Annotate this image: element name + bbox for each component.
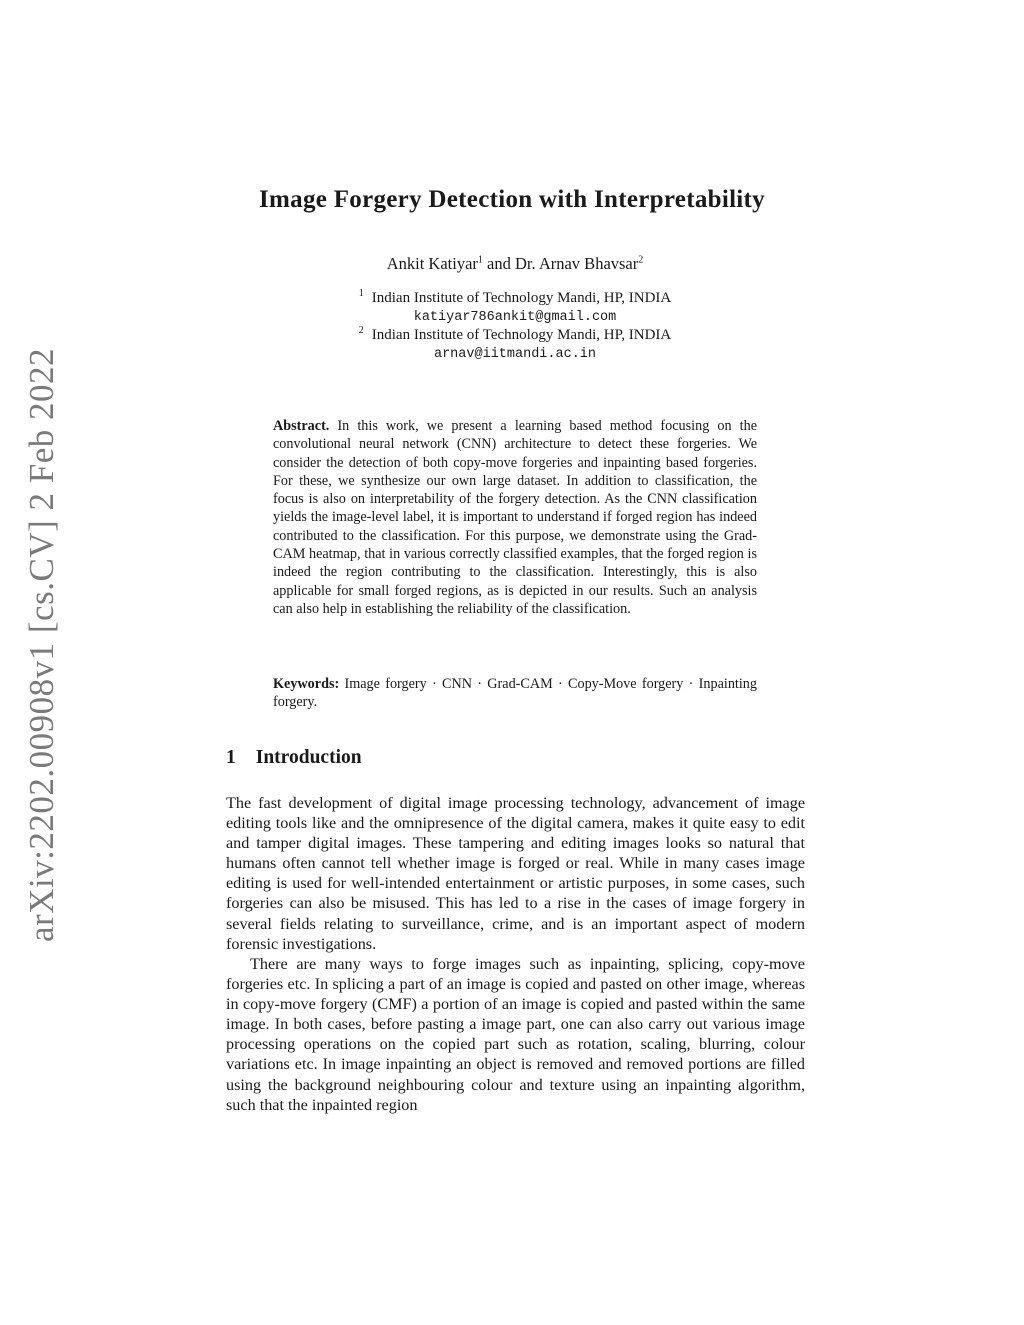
paper-title: Image Forgery Detection with Interpretability [259,186,765,213]
affiliation-line [0,327,1024,344]
affiliation-mark: 1 [477,254,483,266]
affiliation-institution: Indian Institute of Technology Mandi, HP, INDIA [371,290,672,306]
author-email: katiyar786ankit@gmail.com [413,310,617,325]
section-number: 1 [226,747,236,768]
body-paragraph: There are many ways to forge images such as inpainting, splicing, copy-move forgeries etc. In splicing a part of an image is copied and pasted on other image, whereas in copy-move forgery (CMF) a portion of an image is copied and pasted within the same image. In both cases, before pasting a image part, one can also carry out various image processing operations on the copied part such as rotation, scaling, blurring, colour variations etc. In image inpainting an object is removed and removed portions are filled using the background neighbouring colour and texture using an inpainting algorithm, such that the inpainted region [226,955,805,1114]
affiliation-line [0,290,1024,307]
affiliation-mark: 2 [358,325,364,336]
affiliation-institution: Indian Institute of Technology Mandi, HP, INDIA [371,327,672,343]
arxiv-identifier-stamp: arXiv:2202.00908v1 [cs.CV] 2 Feb 2022 [22,347,61,943]
abstract-text: In this work, we present a learning based method focusing on the convolutional neural network (CNN) architecture to detect these forgeries. We consider the detection of both copy-move forgeries and inpainting based forgeries. For these, we synthesize our own large dataset. In addition to classification, the focus is also on interpretability of the forgery detection. As the CNN classification yields the image-level label, it is important to understand if forged region has indeed contributed to the classification. For this purpose, we demonstrate using the Grad-CAM heatmap, that in various correctly classified examples, that the forged region is indeed the region contributing to the classification. Interestingly, this is also applicable for small forged regions, as is depicted in our results. Such an analysis can also help in establishing the reliability of the classification. [273,418,757,617]
author-line [0,254,1024,274]
author-email: arnav@iitmandi.ac.in [433,347,597,362]
keywords [273,675,757,712]
affiliation-mark: 1 [358,288,364,299]
abstract-label: Abstract. [273,418,330,434]
affiliation-mark: 2 [638,254,644,266]
author-conjunction: and [482,254,515,273]
keywords-label: Keywords: [273,676,340,692]
keywords-text: Image forgery · CNN · Grad-CAM · Copy-Move forgery · Inpainting forgery. [273,676,757,711]
section-title: Introduction [255,747,362,768]
author-name: Ankit Katiyar [386,254,478,273]
section-heading [226,747,362,769]
abstract [273,417,757,618]
body-paragraph: The fast development of digital image processing technology, advancement of image editing tools like and the omnipresence of the digital camera, makes it quite easy to edit and tamper digital images. These tampering and editing images looks so natural that humans often cannot tell whether image is forged or real. While in many cases image editing is used for well-intended entertainment or artistic purposes, in some cases, such forgeries can also be misused. This has led to a rise in the cases of image forgery in several fields relating to surveillance, crime, and is an important aspect of modern forensic investigations. [226,794,805,953]
author-name: Dr. Arnav Bhavsar [514,254,639,273]
